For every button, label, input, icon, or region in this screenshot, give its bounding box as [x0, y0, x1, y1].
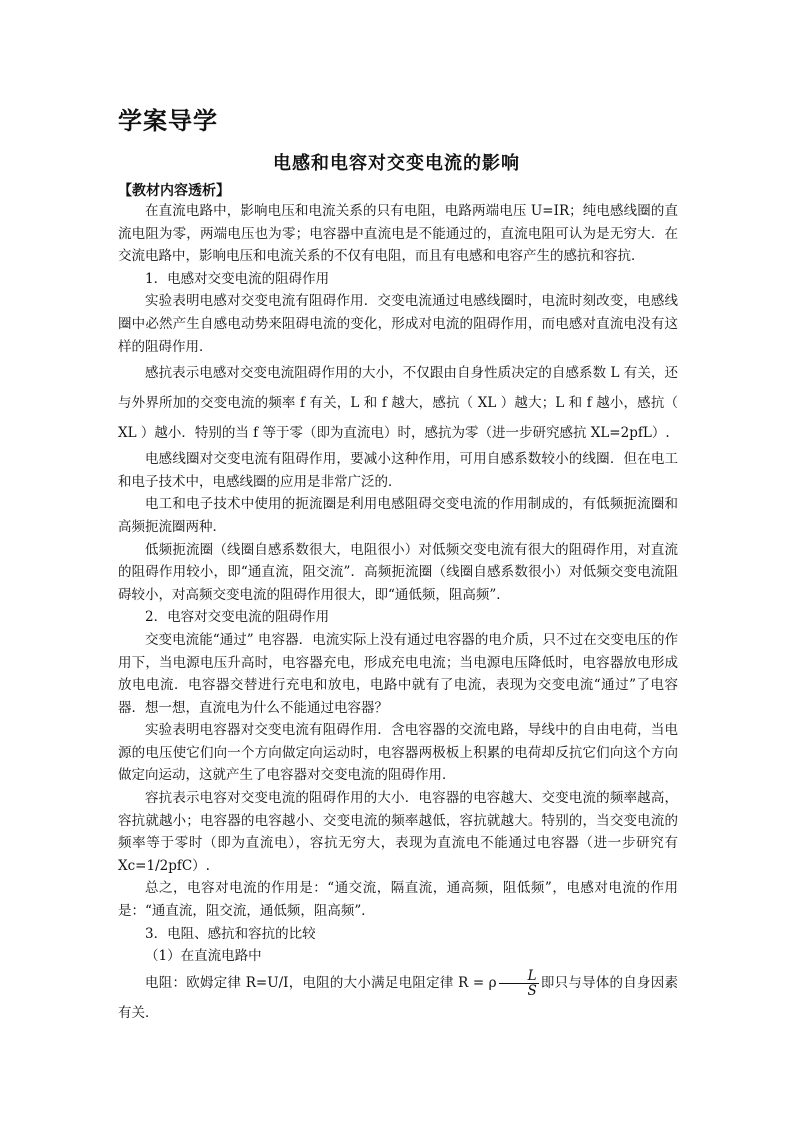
paragraph: 总之，电容对电流的作用是：“通交流，隔直流，通高频，阻低频”，电感对电流的作用是：“通直流，阻交流，通低频，阻高频”．	[118, 880, 678, 920]
paragraph: 感抗表示电感对交变电流阻碍作用的大小，不仅跟由自身性质决定的自感系数 L 有关，还与外界所加的交变电流的频率 f 有关，L 和 f 越大，感抗（ XL ）越大；L 和 f 越小，感抗（ XL ）越小．特别的当 f 等于零（即为直流电）时，感抗为零（进一步研究感抗 XL=2pfL）.	[118, 365, 678, 442]
subheading: 2．电容对交变电流的阻碍作用	[145, 609, 330, 626]
paragraph: 电感线圈对交变电流有阻碍作用，要减小这种作用，可用自感系数较小的线圈．但在电工和电子技术中，电感线圈的应用是非常广泛的．	[118, 451, 678, 490]
resistance-law-text: 电阻：欧姆定律 R=U/I，电阻的大小满足电阻定律 R = ρ	[145, 974, 497, 991]
paragraph: 实验表明电感对交变电流有阻碍作用．交变电流通过电感线圈时，电流时刻改变，电感线圈中必然产生自感电动势来阻碍电流的变化，形成对电流的阻碍作用，而电感对直流电没有这样的阻碍作用．	[118, 293, 678, 355]
paragraph: 容抗表示电容对交变电流的阻碍作用的大小．电容器的电容越大、交变电流的频率越高，容抗就越小；电容器的电容越小、交变电流的频率越低，容抗就越大。特别的，当交变电流的频率等于零时（即为直流电），容抗无穷大，表现为直流电不能通过电容器（进一步研究有 Xc=1/2pfC）.	[118, 790, 678, 874]
paragraph: 在直流电路中，影响电压和电流关系的只有电阻，电路两端电压 U=IR；纯电感线圈的直流电阻为零，两端电压也为零；电容器中直流电是不能通过的，直流电阻可认为是无穷大．在交流电路中，影响电压和电流关系的不仅有电阻，而且有电感和电容产生的感抗和容抗．	[118, 203, 678, 265]
fraction-denominator: S	[527, 982, 537, 999]
document-body	[118, 200, 678, 1028]
page-header: 学案导学	[118, 107, 218, 135]
fraction-l-over-s	[499, 969, 539, 998]
paragraph: 交变电流能“通过” 电容器．电流实际上没有通过电容器的电介质，只不过在交变电压的作用下，当电源电压升高时，电容器充电，形成充电电流；当电源电压降低时，电容器放电形成放电电流．电容器交替进行充电和放电，电路中就有了电流，表现为交变电流“通过”了电容器．想一想，直流电为什么不能通过电容器？	[118, 631, 678, 716]
subheading: （1）在直流电路中	[145, 948, 262, 965]
paragraph: 电工和电子技术中使用的扼流圈是利用电感阻碍交变电流的作用制成的，有低频扼流圈和高频扼流圈两种．	[118, 496, 678, 535]
section-heading: 【教材内容透析】	[118, 183, 230, 199]
paragraph-resistance-law	[118, 968, 678, 1028]
subheading: 1．电感对交变电流的阻碍作用	[145, 270, 330, 287]
fraction-numerator: L	[499, 969, 539, 984]
page-title: 电感和电容对交变电流的影响	[273, 153, 520, 174]
resistance-law-tail: 即只与导体的自身因素有关．	[118, 974, 679, 1021]
paragraph: 实验表明电容器对交变电流有阻碍作用．含电容器的交流电路，导线中的自由电荷，当电源的电压使它们向一个方向做定向运动时，电容器两极板上积累的电荷却反抗它们向这个方向做定向运动，这就产生了电容器对交变电流的阻碍作用．	[118, 722, 678, 784]
paragraph: 低频扼流圈（线圈自感系数很大，电阻很小）对低频交变电流有很大的阻碍作用，对直流的阻碍作用较小，即“通直流，阻交流”．高频扼流圈（线圈自感系数很小）对低频交变电流阻碍较小，对高频交变电流的阻碍作用很大，即“通低频，阻高频”．	[118, 541, 678, 603]
subheading: 3．电阻、感抗和容抗的比较	[145, 925, 316, 942]
